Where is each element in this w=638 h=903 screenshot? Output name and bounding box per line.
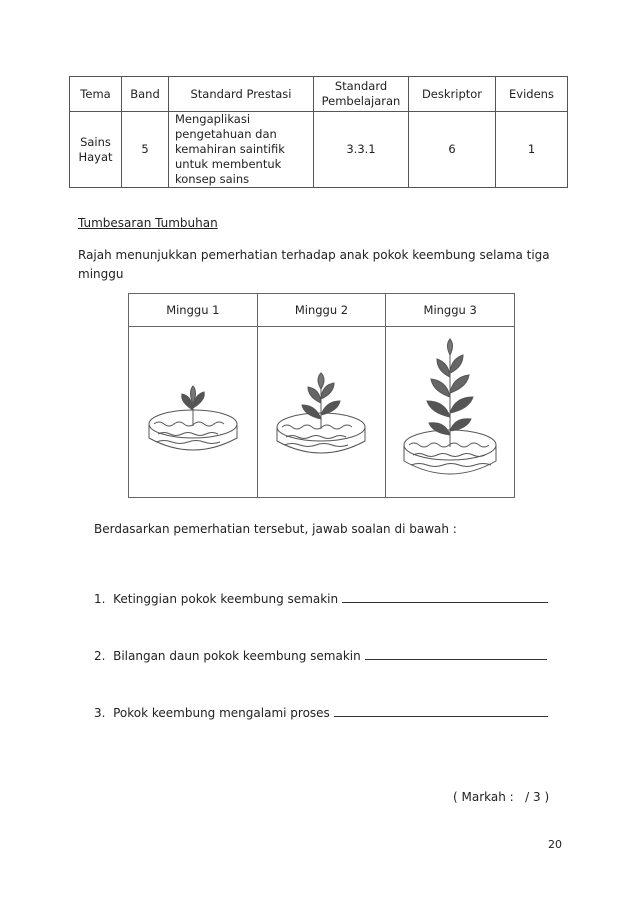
- cell-evidens: 1: [496, 112, 568, 188]
- seedling-dish-week1-icon: [138, 362, 248, 462]
- question-1-text: Ketinggian pokok keembung semakin: [113, 592, 339, 606]
- header-minggu-1: Minggu 1: [129, 294, 258, 327]
- header-minggu-2: Minggu 2: [257, 294, 386, 327]
- cell-tema: Sains Hayat: [70, 112, 122, 188]
- cell-band: 5: [122, 112, 169, 188]
- cell-standard-prestasi: Mengaplikasi pengetahuan dan kemahiran saintifik untuk membentuk konsep sains: [169, 112, 314, 188]
- header-standard-pembelajaran: Standard Pembelajaran: [314, 77, 409, 112]
- question-lead: Berdasarkan pemerhatian tersebut, jawab soalan di bawah :: [94, 522, 457, 536]
- answer-1-blank[interactable]: [342, 590, 548, 603]
- cell-deskriptor: 6: [409, 112, 496, 188]
- page-number: 20: [548, 838, 562, 851]
- question-1: [94, 590, 548, 606]
- header-evidens: Evidens: [496, 77, 568, 112]
- observation-header-row: [129, 294, 515, 327]
- header-standard-prestasi: Standard Prestasi: [169, 77, 314, 112]
- seedling-dish-week2-icon: [266, 357, 376, 467]
- answer-3-blank[interactable]: [334, 704, 548, 717]
- seedling-dish-week3-icon: [395, 337, 505, 487]
- info-table-header-row: [70, 77, 568, 112]
- cell-week-1-image: [129, 327, 258, 498]
- question-3-number: 3.: [94, 706, 106, 720]
- header-minggu-3: Minggu 3: [386, 294, 515, 327]
- section-title: Tumbesaran Tumbuhan: [78, 216, 218, 230]
- marks-label: ( Markah : / 3 ): [453, 790, 550, 804]
- intro-text: Rajah menunjukkan pemerhatian terhadap anak pokok keembung selama tiga minggu: [78, 248, 550, 281]
- cell-week-3-image: [386, 327, 515, 498]
- header-band: Band: [122, 77, 169, 112]
- question-3: [94, 704, 548, 720]
- question-1-number: 1.: [94, 592, 106, 606]
- question-2: [94, 647, 547, 663]
- header-tema: Tema: [70, 77, 122, 112]
- header-deskriptor: Deskriptor: [409, 77, 496, 112]
- observation-image-row: [129, 327, 515, 498]
- observation-table: [128, 293, 515, 498]
- question-2-number: 2.: [94, 649, 106, 663]
- question-3-text: Pokok keembung mengalami proses: [113, 706, 330, 720]
- info-table-row: [70, 112, 568, 188]
- cell-standard-pembelajaran: 3.3.1: [314, 112, 409, 188]
- answer-2-blank[interactable]: [365, 647, 547, 660]
- question-2-text: Bilangan daun pokok keembung semakin: [113, 649, 361, 663]
- info-table: [69, 76, 568, 188]
- cell-week-2-image: [257, 327, 386, 498]
